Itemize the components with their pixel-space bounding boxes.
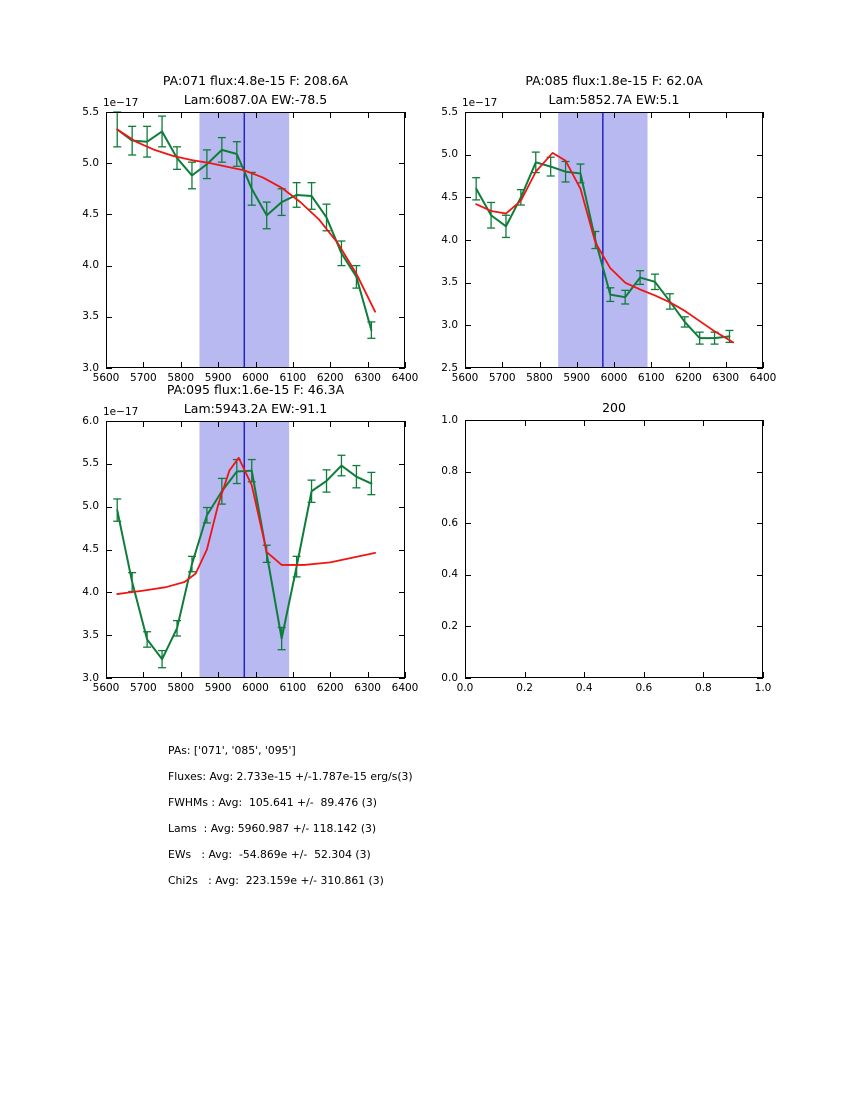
y-tick-label: 2.5 <box>441 361 458 374</box>
y-tick-label: 0.0 <box>441 671 458 684</box>
tick-marks <box>465 420 764 679</box>
x-tick-label: 6200 <box>316 682 344 694</box>
measurement-summary <box>168 744 413 900</box>
y-tick-label: 3.5 <box>82 628 99 641</box>
x-tick-label: 5700 <box>130 372 157 384</box>
summary-line: EWs : Avg: -54.869e +/- 52.304 (3) <box>168 848 371 861</box>
x-tick-label: 0.8 <box>695 682 712 694</box>
y-tick-label: 3.5 <box>441 276 458 289</box>
summary-line: FWHMs : Avg: 105.641 +/- 89.476 (3) <box>168 796 377 809</box>
x-tick-label: 5700 <box>130 682 157 694</box>
plot-title-line1: PA:095 flux:1.6e-15 F: 46.3A <box>166 382 345 397</box>
y-tick-label: 3.0 <box>441 318 458 331</box>
x-tick-label: 5600 <box>451 372 479 384</box>
x-tick-label: 5900 <box>204 682 232 694</box>
plot-title-line1: PA:085 flux:1.8e-15 F: 62.0A <box>525 73 703 88</box>
y-tick-label: 0.4 <box>441 568 458 581</box>
x-tick-label: 0.2 <box>516 682 533 694</box>
x-tick-label: 6400 <box>391 682 419 694</box>
y-tick-label: 5.0 <box>441 148 458 161</box>
x-tick-label: 5600 <box>92 372 120 384</box>
x-tick-label: 6400 <box>749 372 777 384</box>
subplot-pa085 <box>441 73 777 384</box>
y-tick-label: 5.5 <box>82 105 99 118</box>
x-tick-label: 0.0 <box>456 682 474 694</box>
x-tick-label: 6100 <box>279 372 307 384</box>
subplot-pa095 <box>82 382 419 694</box>
y-tick-label: 3.5 <box>82 310 99 323</box>
x-tick-label: 6200 <box>316 372 344 384</box>
x-tick-label: 0.6 <box>635 682 653 694</box>
y-axis-offset-label: 1e−17 <box>462 97 498 109</box>
plot-area <box>465 420 763 678</box>
y-tick-label: 4.5 <box>82 207 99 220</box>
x-tick-label: 6000 <box>242 372 269 384</box>
plot-area <box>106 112 405 368</box>
x-tick-label: 5800 <box>167 682 195 694</box>
x-tick-label: 6300 <box>354 682 381 694</box>
x-tick-label: 6200 <box>675 372 702 384</box>
plot-title-line2: Lam:5852.7A EW:5.1 <box>548 92 680 107</box>
plot-title-line2: Lam:5943.2A EW:-91.1 <box>183 401 328 416</box>
x-tick-label: 5900 <box>563 372 591 384</box>
x-tick-label: 5600 <box>92 682 120 694</box>
x-tick-label: 5900 <box>204 372 232 384</box>
x-tick-label: 5700 <box>488 372 516 384</box>
summary-line: Lams : Avg: 5960.987 +/- 118.142 (3) <box>168 822 377 835</box>
y-tick-label: 3.0 <box>82 361 99 374</box>
x-tick-label: 6300 <box>354 372 381 384</box>
axes-frame <box>466 421 763 678</box>
subplot-empty-200 <box>441 400 772 694</box>
y-tick-label: 4.0 <box>82 259 99 272</box>
x-tick-label: 6400 <box>391 372 419 384</box>
y-tick-label: 4.0 <box>441 233 458 246</box>
y-tick-label: 5.0 <box>82 156 99 169</box>
x-tick-label: 0.4 <box>575 682 593 694</box>
x-tick-label: 6000 <box>242 682 269 694</box>
x-tick-label: 6100 <box>279 682 307 694</box>
y-tick-label: 5.5 <box>441 105 458 118</box>
y-tick-label: 4.5 <box>441 190 458 203</box>
plot-area <box>106 421 405 678</box>
y-tick-label: 6.0 <box>82 414 99 427</box>
x-tick-label: 1.0 <box>754 682 772 694</box>
x-tick-label: 6100 <box>637 372 665 384</box>
y-tick-label: 5.0 <box>82 500 99 513</box>
x-tick-label: 5800 <box>167 372 195 384</box>
summary-line: PAs: ['071', '085', '095'] <box>168 744 296 757</box>
y-tick-label: 0.2 <box>441 619 458 632</box>
y-tick-label: 0.6 <box>441 516 458 529</box>
x-tick-label: 6300 <box>712 372 740 384</box>
y-tick-label: 4.5 <box>82 543 99 555</box>
plot-title-line1: PA:071 flux:4.8e-15 F: 208.6A <box>162 73 349 88</box>
y-tick-label: 3.0 <box>82 671 99 684</box>
y-axis-offset-label: 1e−17 <box>103 406 139 418</box>
y-axis-offset-label: 1e−17 <box>103 97 139 109</box>
y-tick-label: 4.0 <box>82 585 99 598</box>
x-tick-label: 6000 <box>600 372 628 384</box>
y-tick-label: 1.0 <box>441 413 458 426</box>
plot-title-line2: Lam:6087.0A EW:-78.5 <box>183 92 328 107</box>
plot-area <box>465 112 763 368</box>
summary-line: Chi2s : Avg: 223.159e +/- 310.861 (3) <box>168 874 384 887</box>
x-tick-label: 5800 <box>526 372 553 384</box>
y-tick-label: 0.8 <box>441 465 458 478</box>
subplot-pa071 <box>82 73 419 384</box>
plot-title-line2: 200 <box>602 400 626 415</box>
y-tick-label: 5.5 <box>82 457 99 470</box>
summary-line: Fluxes: Avg: 2.733e-15 +/-1.787e-15 erg/s(3) <box>168 770 413 783</box>
